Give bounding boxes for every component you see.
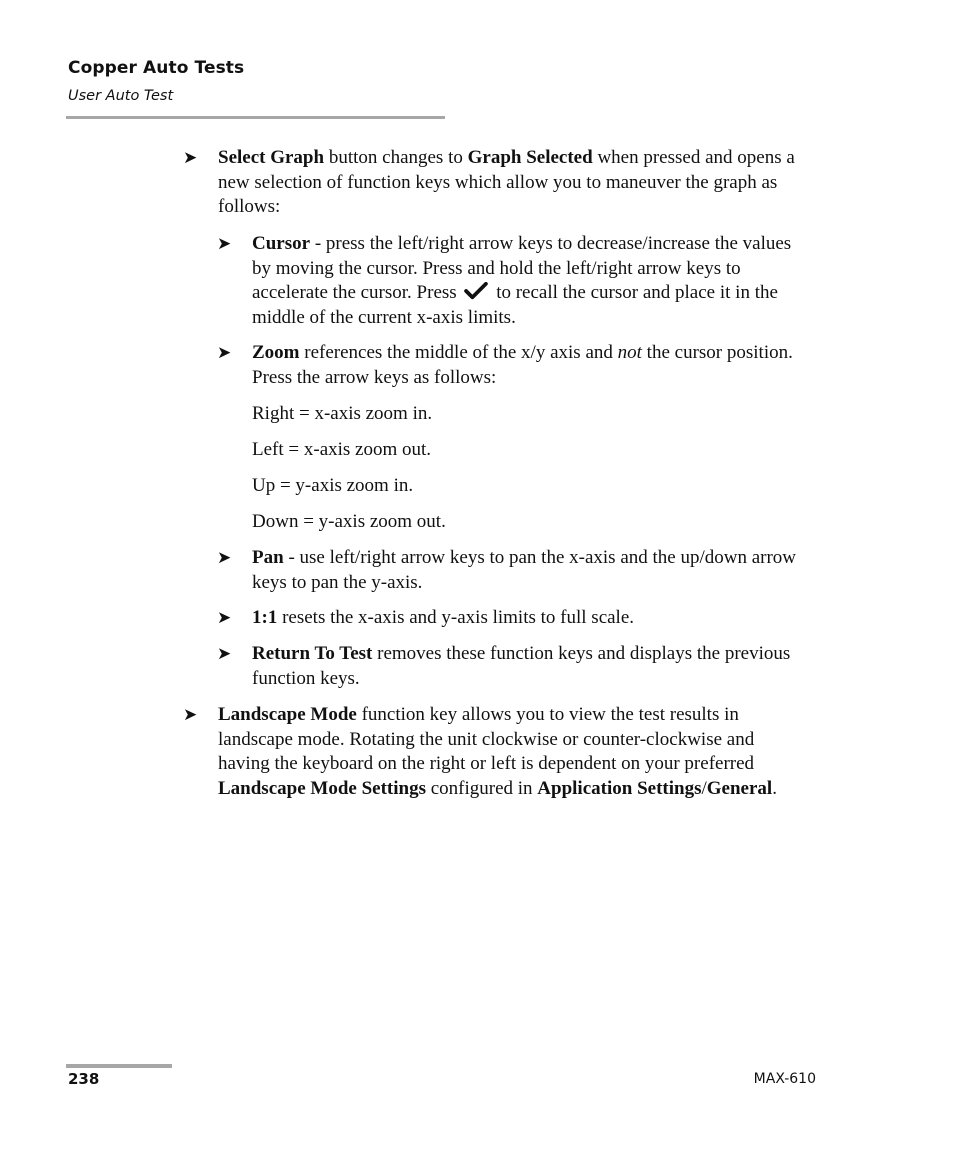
bullet-arrow-icon: ➤ xyxy=(217,343,232,363)
zoom-line-down: Down = y-axis zoom out. xyxy=(252,511,446,532)
list-item-select-graph: ➤ Select Graph button changes to Graph Selected when pressed and opens a new selection of function keys which allow you to maneuver the graph as follows: xyxy=(183,147,795,218)
emphasis-not: not xyxy=(617,342,642,363)
bullet-arrow-icon: ➤ xyxy=(217,548,232,568)
term-general: General xyxy=(706,778,773,800)
running-header-subtitle: User Auto Test xyxy=(68,88,174,104)
list-item-zoom: ➤ Zoom references the middle of the x/y axis and not the cursor position. Press the arrow keys as follows: xyxy=(217,342,793,388)
list-item-cursor: ➤ Cursor - press the left/right arrow keys to decrease/increase the values by moving the cursor. Press and hold the left/right arrow keys to accelerate the cursor. Press to recall the cursor and place it in the middle of the current x-axis limits. xyxy=(217,233,792,329)
term-return-to-test: Return To Test xyxy=(252,643,373,664)
term-zoom: Zoom xyxy=(252,342,300,363)
term-graph-selected: Graph Selected xyxy=(467,147,593,168)
zoom-line-right: Right = x-axis zoom in. xyxy=(252,403,433,424)
bullet-arrow-icon: ➤ xyxy=(183,705,198,725)
term-one-to-one: 1:1 xyxy=(252,607,278,628)
list-item-return-to-test: ➤ Return To Test removes these function keys and displays the previous function keys. xyxy=(217,643,791,689)
checkmark-icon xyxy=(463,282,489,300)
list-item-landscape-mode: ➤ Landscape Mode function key allows you to view the test results in landscape mode. Rotating the unit clockwise or counter-clockwise and having the keyboard on the right or left is dependent on your preferred Landscape Mode Settings configured in Application Settings/General. xyxy=(183,704,777,800)
term-pan: Pan xyxy=(252,547,284,568)
bullet-arrow-icon: ➤ xyxy=(183,148,198,168)
header-divider xyxy=(66,116,445,119)
product-name: MAX-610 xyxy=(753,1071,816,1087)
list-item-one-to-one: ➤ 1:1 resets the x-axis and y-axis limits to full scale. xyxy=(252,606,812,631)
running-header-title: Copper Auto Tests xyxy=(68,58,245,78)
term-landscape-mode-settings: Landscape Mode Settings xyxy=(218,778,426,800)
list-item-pan: ➤ Pan - use left/right arrow keys to pan the x-axis and the up/down arrow keys to pan the y-axis. xyxy=(217,547,797,593)
term-landscape-mode: Landscape Mode xyxy=(218,704,357,725)
bullet-arrow-icon: ➤ xyxy=(217,234,232,254)
page-number: 238 xyxy=(68,1070,100,1088)
zoom-line-up: Up = y-axis zoom in. xyxy=(252,475,414,496)
term-application-settings: Application Settings xyxy=(537,778,702,800)
bullet-arrow-icon: ➤ xyxy=(217,608,232,628)
footer-divider xyxy=(66,1064,172,1068)
bullet-arrow-icon: ➤ xyxy=(217,644,232,664)
term-select-graph: Select Graph xyxy=(218,147,325,168)
term-cursor: Cursor xyxy=(252,233,311,254)
zoom-line-left: Left = x-axis zoom out. xyxy=(252,439,432,460)
